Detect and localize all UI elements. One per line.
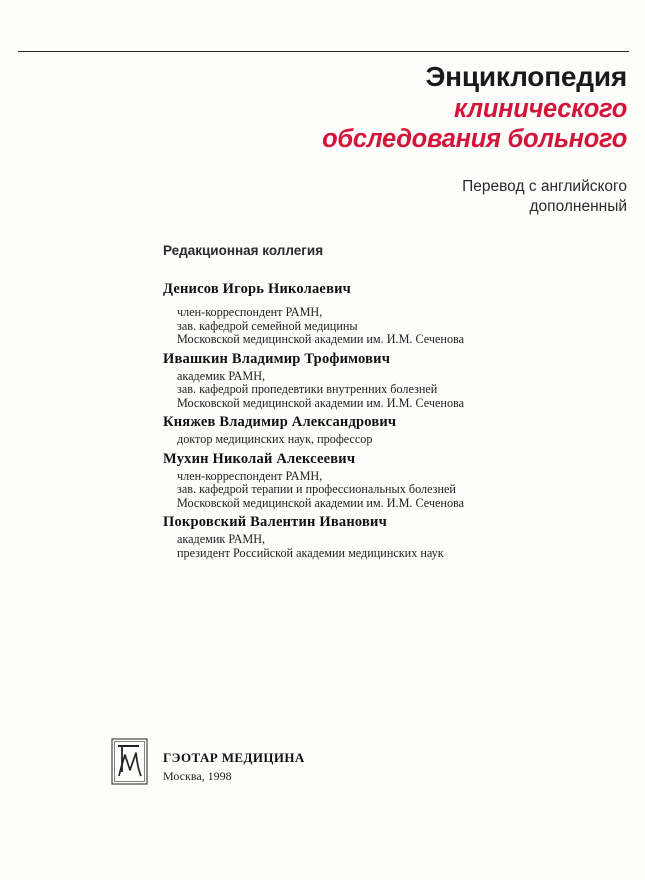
member-details [177, 370, 623, 411]
member-detail-line: президент Российской академии медицинских наук [177, 545, 444, 560]
member-detail-line: зав. кафедрой семейной медицины [177, 318, 358, 333]
board-member [163, 280, 623, 347]
member-name: Ивашкин Владимир Трофимович [163, 350, 391, 367]
member-detail-line: Московской медицинской академии им. И.М. Сеченова [177, 332, 465, 346]
member-name: Покровский Валентин Иванович [163, 514, 387, 530]
member-details [177, 470, 623, 511]
member-detail-line: академик РАМН, [177, 532, 266, 546]
member-details [177, 433, 623, 447]
title-line-2: клинического [454, 95, 627, 123]
board-member [163, 350, 623, 411]
member-details [177, 306, 623, 347]
board-member [163, 413, 623, 447]
top-rule [18, 51, 629, 52]
member-details [177, 533, 623, 560]
member-detail-line: зав. кафедрой терапии и профессиональных болезней [177, 482, 456, 496]
editorial-board-list [163, 280, 623, 563]
member-detail-line: зав. кафедрой пропедевтики внутренних болезней [177, 382, 438, 396]
subtitle-line-1: Перевод с английского [462, 178, 627, 195]
member-name: Княжев Владимир Александрович [163, 414, 397, 430]
publisher-name: ГЭОТАР МЕДИЦИНА [163, 750, 305, 765]
editorial-board-heading: Редакционная коллегия [163, 243, 324, 258]
member-detail-line: доктор медицинских наук, профессор [177, 432, 373, 446]
gm-monogram-logo-icon [109, 737, 151, 787]
member-detail-line: Московской медицинской академии им. И.М. Сеченова [177, 395, 465, 410]
subtitle-line-2: дополненный [529, 198, 627, 215]
book-title [322, 60, 627, 154]
member-detail-line: член-корреспондент РАМН, [177, 468, 323, 483]
board-member [163, 450, 623, 511]
member-detail-line: член-корреспондент РАМН, [177, 305, 323, 319]
publisher-place-year: Москва, 1998 [163, 769, 232, 783]
subtitle [462, 177, 627, 217]
publisher-block [163, 750, 305, 784]
title-line-1: Энциклопедия [425, 61, 627, 92]
member-name: Мухин Николай Алексеевич [163, 450, 356, 467]
board-member [163, 513, 623, 560]
member-detail-line: академик РАМН, [177, 368, 266, 383]
member-detail-line: Московской медицинской академии им. И.М. Сеченова [177, 495, 465, 510]
title-line-3: обследования больного [322, 125, 627, 153]
member-name: Денисов Игорь Николаевич [163, 281, 352, 297]
